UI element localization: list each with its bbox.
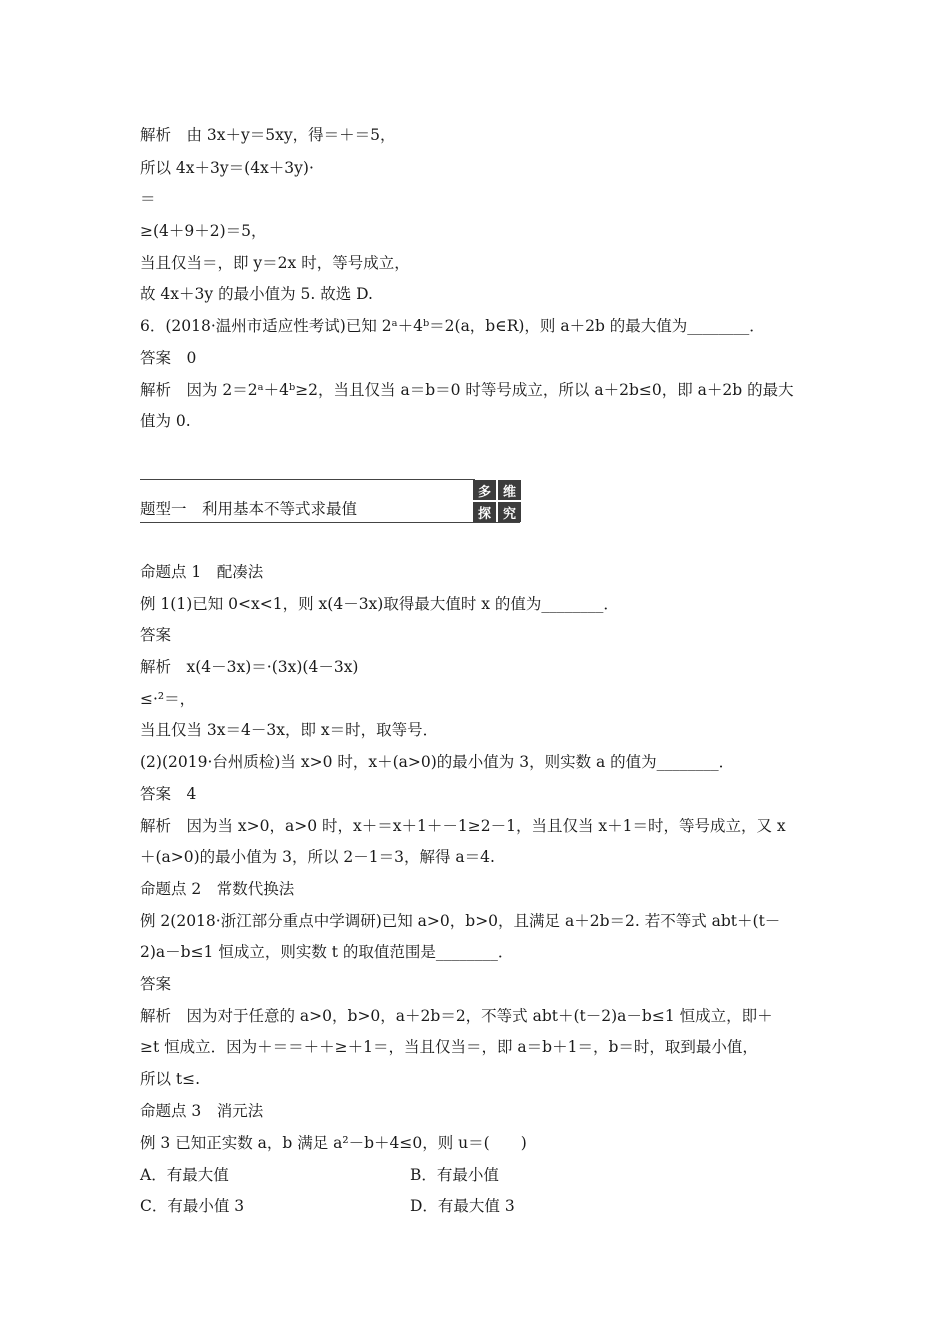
problem-line: 例 2(2018·浙江部分重点中学调研)已知 a>0，b>0，且满足 a＋2b＝2. 若不等式 abt＋(t－: [140, 912, 781, 930]
solution-line: 解析 因为当 x>0，a>0 时，x＋＝x＋1＋－1≥2－1，当且仅当 x＋1＝时，等号成立，又 x: [140, 817, 786, 835]
badge-char: 多: [473, 480, 496, 500]
solution-line: 值为 0.: [140, 412, 191, 430]
solution-line: 故 4x＋3y 的最小值为 5. 故选 D.: [140, 285, 373, 303]
problem-line: 例 3 已知正实数 a，b 满足 a²－b＋4≤0，则 u＝( ): [140, 1134, 527, 1152]
solution-line: ＝: [140, 190, 156, 208]
solution-line: ≤·²＝，: [140, 690, 196, 708]
section-badge: [473, 480, 521, 522]
topic-heading: 命题点 1 配凑法: [140, 563, 264, 581]
topic-heading: 命题点 3 消元法: [140, 1102, 264, 1120]
problem-line: 6．(2018·温州市适应性考试)已知 2ᵃ＋4ᵇ＝2(a，b∈R)，则 a＋2b 的最大值为________．: [140, 317, 765, 335]
badge-char: 究: [498, 502, 521, 522]
problem-line: 例 1(1)已知 0<x<1，则 x(4－3x)取得最大值时 x 的值为________．: [140, 595, 619, 613]
answer-line: 答案 0: [140, 349, 197, 367]
solution-line: ＋(a>0)的最小值为 3，所以 2－1＝3，解得 a＝4.: [140, 848, 495, 866]
answer-line: 答案: [140, 626, 172, 644]
badge-char: 维: [498, 480, 521, 500]
badge-char: 探: [473, 502, 496, 522]
topic-heading: 命题点 2 常数代换法: [140, 880, 295, 898]
solution-line: 解析 因为对于任意的 a>0，b>0，a＋2b＝2，不等式 abt＋(t－2)a－b≤1 恒成立，即＋: [140, 1007, 773, 1025]
solution-line: 所以 t≤.: [140, 1070, 201, 1088]
solution-line: 所以 4x＋3y＝(4x＋3y)·: [140, 159, 314, 177]
problem-line: 2)a－b≤1 恒成立，则实数 t 的取值范围是________．: [140, 943, 514, 961]
solution-line: 解析 x(4－3x)＝·(3x)(4－3x): [140, 658, 359, 676]
problem-line: (2)(2019·台州质检)当 x>0 时，x＋(a>0)的最小值为 3，则实数 a 的值为________．: [140, 753, 735, 771]
option-b: B．有最小值: [410, 1166, 499, 1184]
option-d: D．有最大值 3: [410, 1197, 515, 1215]
option-c: C．有最小值 3: [140, 1197, 245, 1215]
section-divider-top: [140, 479, 475, 480]
solution-line: 当且仅当 3x＝4－3x，即 x＝时，取等号．: [140, 721, 439, 739]
section-heading: 题型一 利用基本不等式求最值: [140, 500, 358, 518]
solution-line: 解析 因为 2＝2ᵃ＋4ᵇ≥2，当且仅当 a＝b＝0 时等号成立，所以 a＋2b≤0，即 a＋2b 的最大: [140, 381, 794, 399]
solution-line: 当且仅当＝，即 y＝2x 时，等号成立，: [140, 254, 410, 272]
solution-line: 解析 由 3x＋y＝5xy，得＝＋＝5，: [140, 126, 396, 144]
option-a: A．有最大值: [140, 1166, 229, 1184]
solution-line: ≥t 恒成立．因为＋＝＝＋＋≥＋1＝，当且仅当＝，即 a＝b＋1＝，b＝时，取到最小值，: [140, 1038, 758, 1056]
answer-line: 答案: [140, 975, 172, 993]
solution-line: ≥(4＋9＋2)＝5，: [140, 222, 267, 240]
answer-line: 答案 4: [140, 785, 197, 803]
section-divider-bottom: [140, 522, 520, 523]
